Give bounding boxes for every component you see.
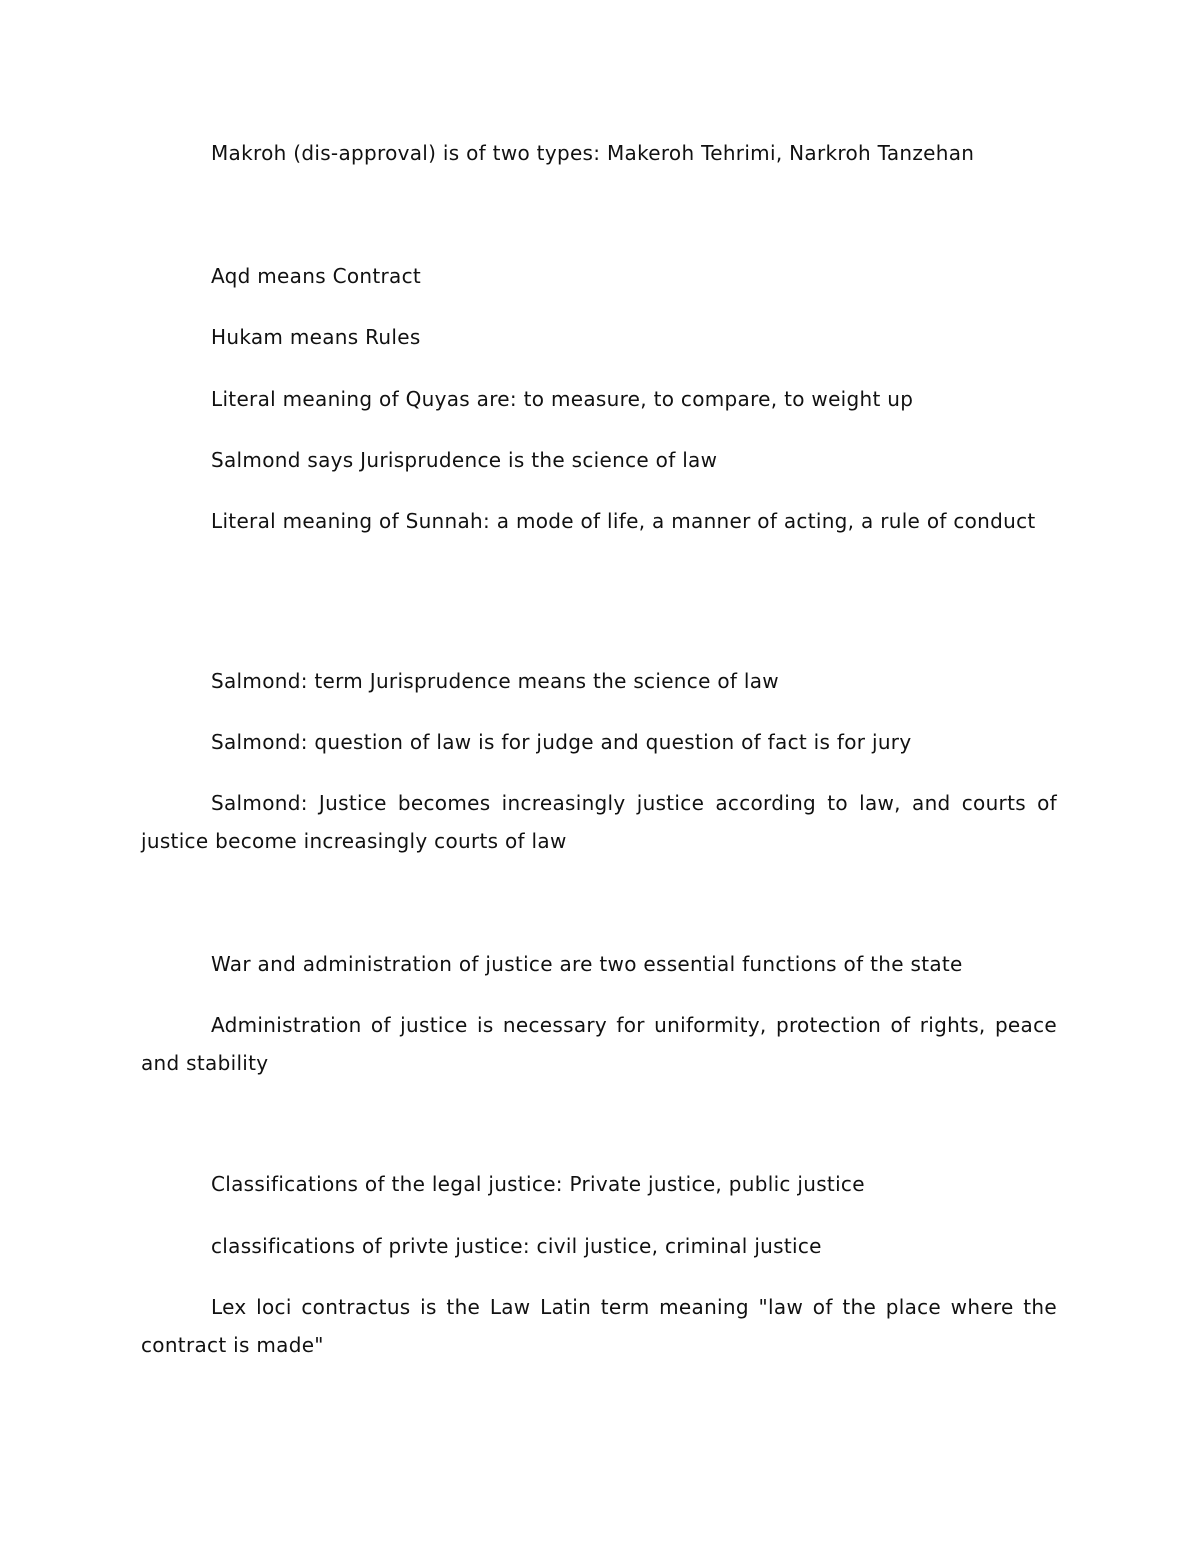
paragraph-private-justice-classifications: classifications of privte justice: civil justice, criminal justice (211, 1234, 822, 1258)
paragraph-salmond-question: Salmond: question of law is for judge and question of fact is for jury (211, 730, 912, 754)
paragraph-aqd: Aqd means Contract (211, 264, 422, 288)
paragraph-administration-necessary: Administration of justice is necessary for uniformity, protection of rights, peace and stability (141, 1013, 1057, 1075)
paragraph-quyas: Literal meaning of Quyas are: to measure, to compare, to weight up (211, 387, 914, 411)
paragraph-war-administration: War and administration of justice are two essential functions of the state (211, 952, 963, 976)
paragraph-salmond-justice: Salmond: Justice becomes increasingly justice according to law, and courts of justice become increasingly courts of law (141, 791, 1057, 853)
paragraph-salmond-term: Salmond: term Jurisprudence means the science of law (211, 669, 779, 693)
paragraph-hukam: Hukam means Rules (211, 325, 421, 349)
paragraph-legal-justice-classifications: Classifications of the legal justice: Private justice, public justice (211, 1172, 865, 1196)
paragraph-salmond-jurisprudence: Salmond says Jurisprudence is the science of law (211, 448, 718, 472)
paragraph-lex-loci: Lex loci contractus is the Law Latin term meaning "law of the place where the contract is made" (141, 1295, 1057, 1357)
paragraph-makroh: Makroh (dis-approval) is of two types: Makeroh Tehrimi, Narkroh Tanzehan (211, 141, 975, 165)
paragraph-sunnah: Literal meaning of Sunnah: a mode of life, a manner of acting, a rule of conduct (211, 509, 1036, 533)
